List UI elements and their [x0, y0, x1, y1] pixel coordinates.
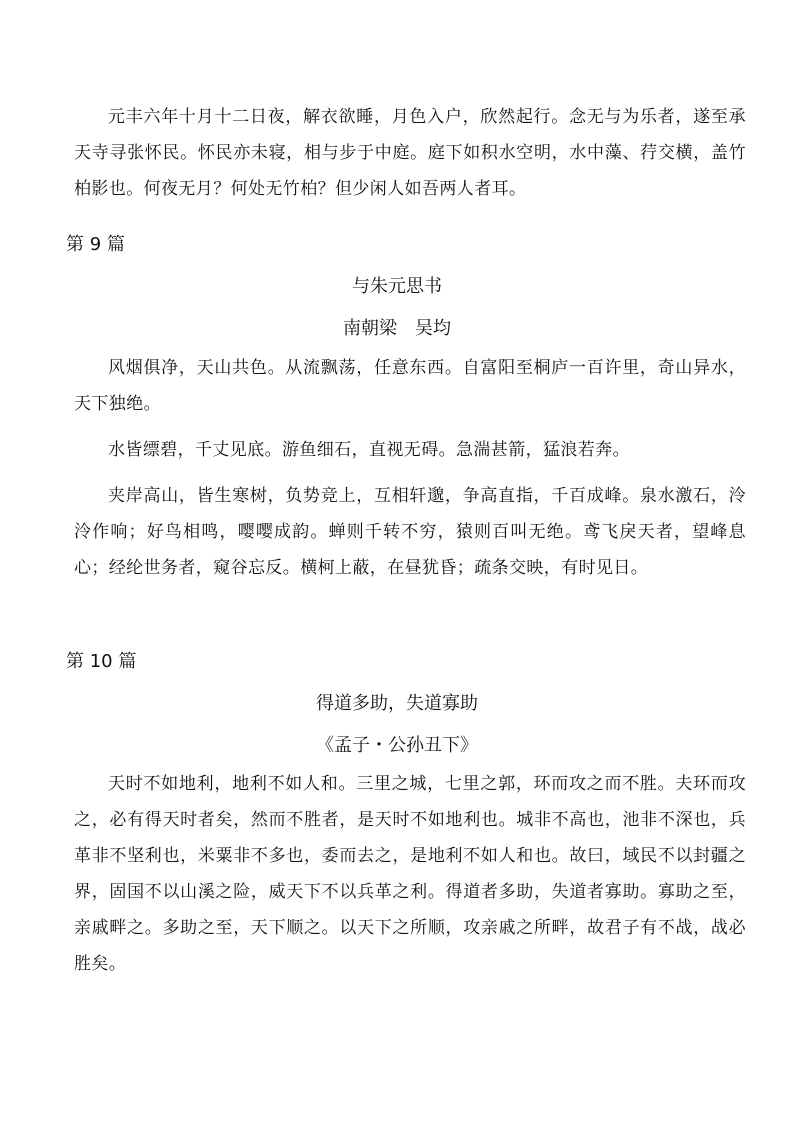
section10-source: 《孟子・公孙丑下》	[316, 735, 478, 756]
section10-paragraph: 天时不如地利，地利不如人和。三里之城，七里之郭，环而攻之而不胜。夫环而攻之，必有得天时者矣，然而不胜者，是天时不如地利也。城非不高也，池非不深也，兵革非不坚利也，米粟非不多也，委而去之，是地利不如人和也。故曰，域民不以封疆之界，固国不以山溪之险，威天下不以兵革之利。得道者多助，失道者寡助。寡助之至，亲戚畔之。多助之至，天下顺之。以天下之所顺，攻亲戚之所畔，故君子有不战，战必胜矣。	[74, 774, 746, 974]
section9-author: 南朝梁 吴均	[343, 318, 451, 339]
section9-paragraph-2: 水皆缥碧，千丈见底。游鱼细石，直视无碍。急湍甚箭，猛浪若奔。	[108, 440, 630, 460]
section9-label: 第 9 篇	[66, 234, 125, 255]
section9-paragraph-1: 风烟俱净，天山共色。从流飘荡，任意东西。自富阳至桐庐一百许里，奇山异水，天下独绝。	[74, 358, 746, 414]
section9-title: 与朱元思书	[352, 276, 442, 297]
section10-title: 得道多助，失道寡助	[316, 693, 478, 714]
section8-paragraph: 元丰六年十月十二日夜，解衣欲睡，月色入户，欣然起行。念无与为乐者，遂至承天寺寻张怀民。怀民亦未寝，相与步于中庭。庭下如积水空明，水中藻、荇交横，盖竹柏影也。何夜无月？何处无竹柏？但少闲人如吾两人者耳。	[74, 107, 746, 199]
section9-paragraph-3: 夹岸高山，皆生寒树，负势竞上，互相轩邈，争高直指，千百成峰。泉水激石，泠泠作响；好鸟相鸣，嘤嘤成韵。蝉则千转不穷，猿则百叫无绝。鸢飞戾天者，望峰息心；经纶世务者，窥谷忘反。横柯上蔽，在昼犹昏；疏条交映，有时见日。	[74, 486, 746, 578]
section10-label: 第 10 篇	[66, 651, 137, 672]
